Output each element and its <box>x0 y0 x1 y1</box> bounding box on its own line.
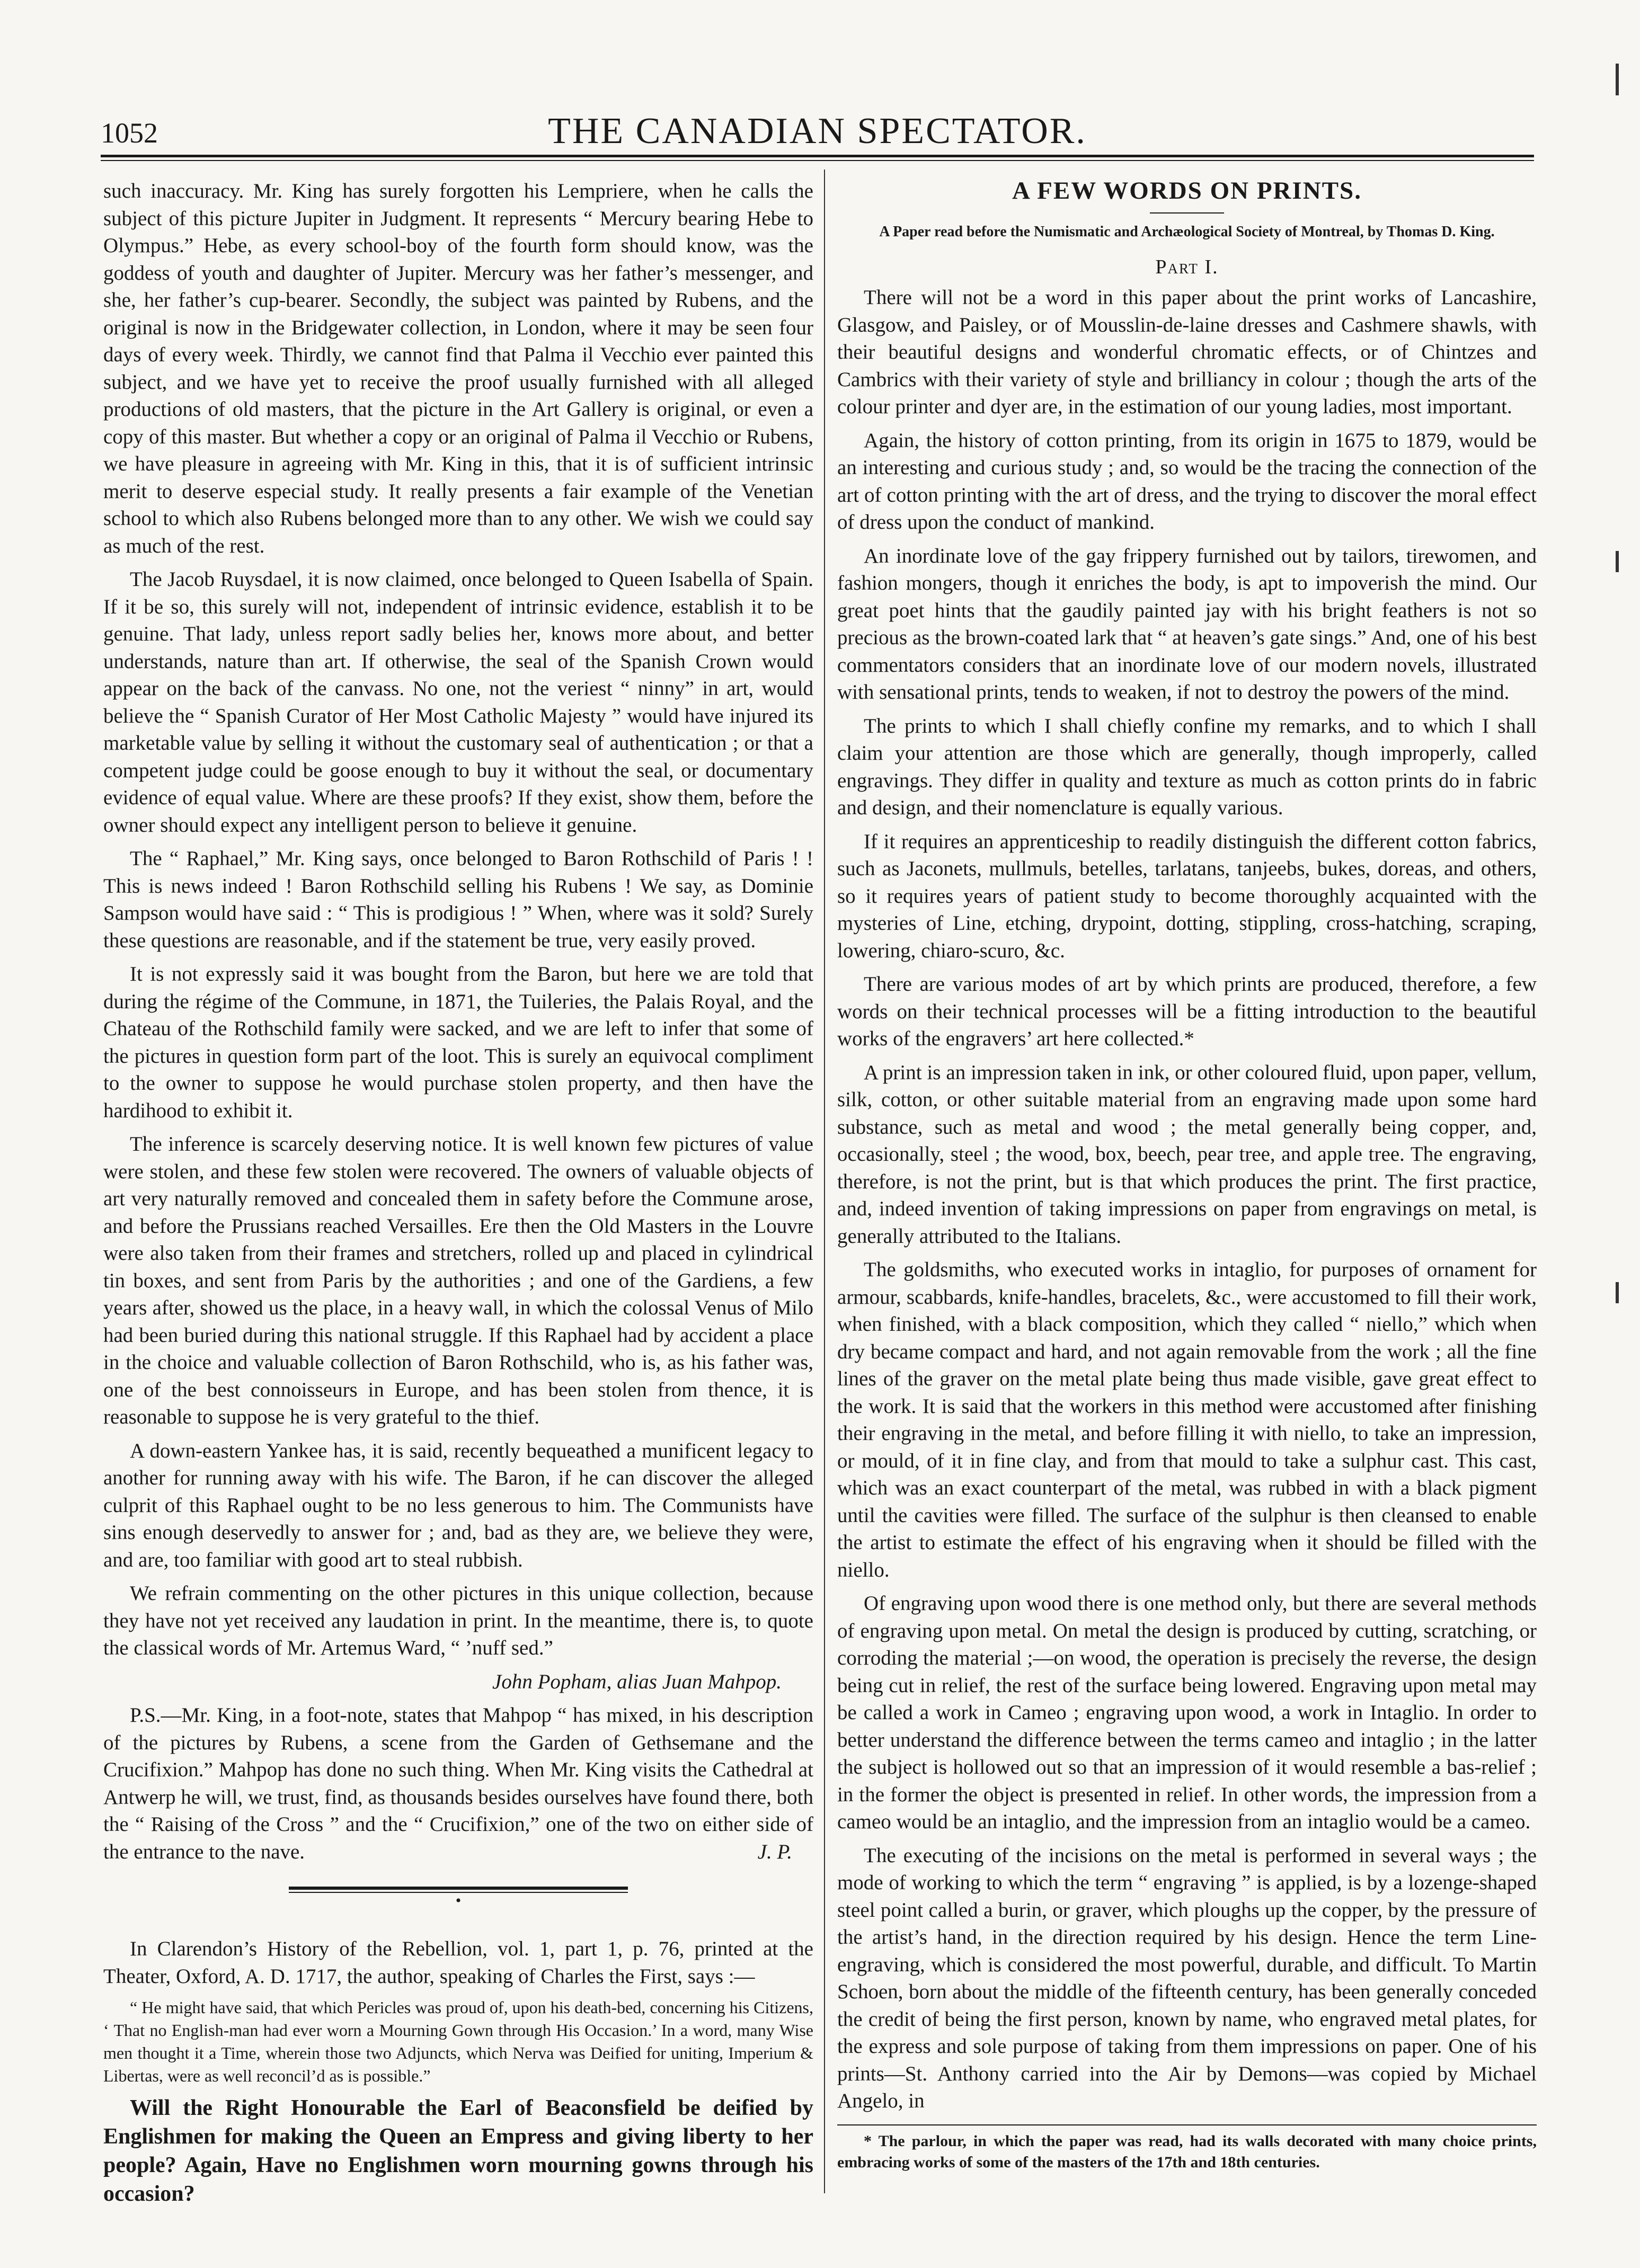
paragraph: such inaccuracy. Mr. King has surely forgotten his Lempriere, when he calls the subject of this picture Jupiter in Judgment. It represents “ Mercury bearing Hebe to Olympus.” Hebe, as every school-boy of the fourth form should know, was the goddess of youth and daughter of Jupiter. Mercury was her father’s messenger, and she, her father’s cup-bearer. Secondly, the subject was painted by Rubens, and the original is now in the Bridgewater collection, in London, where it may be seen four days of every week. Thirdly, we cannot find that Palma il Vecchio ever painted this subject, and we have yet to receive the proof usually furnished with all alleged productions of old masters, that the picture in the Art Gallery is original, or even a copy of this master. But whether a copy or an original of Palma il Vecchio or Rubens, we have pleasure in agreeing with Mr. King in this, that it is of sufficient intrinsic merit to deserve especial study. It really presents a fair example of the Venetian school to which also Rubens belonged more than to any other. We wish we could say as much of the rest. <box>103 180 813 557</box>
title-rule <box>1150 212 1224 214</box>
closing-paragraph: Will the Right Honourable the Earl of Beaconsfield be deified by Englishmen for making the Queen an Empress and giving liberty to her people? Again, Have no Englishmen worn mourning gowns through his occasion? <box>103 2096 813 2206</box>
scan-edge-mark <box>1616 1282 1619 1303</box>
paragraph: The “ Raphael,” Mr. King says, once belonged to Baron Rothschild of Paris ! ! This is news indeed ! Baron Rothschild selling his Rubens ! We say, as Dominie Sampson would have said : “ This is prodigious ! ” When, where was it sold? Surely these questions are reasonable, and if the statement be true, very easily proved. <box>103 847 813 952</box>
masthead: THE CANADIAN SPECTATOR. <box>548 111 1087 152</box>
scan-edge-mark <box>1616 64 1619 95</box>
paragraph: Of engraving upon wood there is one method only, but there are several methods of engraving upon metal. On metal the design is produced by cutting, scratching, or corroding the material ;—on wood, the operation is precisely the reverse, the design being cut in relief, the rest of the surface being lowered. Engraving upon metal may be called a work in Cameo ; engraving upon wood, a work in Intaglio. In order to better understand the difference between the terms cameo and intaglio ; in the latter the subject is hollowed out so that an impression of it would resemble a bas-relief ; in the former the object is presented in relief. In other words, the impression from a cameo would be an intaglio, and the impression from an intaglio would be a cameo. <box>837 1592 1537 1833</box>
section-divider-thick <box>289 1887 628 1890</box>
postscript-text: P.S.—Mr. King, in a foot-note, states that Mahpop “ has mixed, in his description of the pictures by Rubens, a scene from the Garden of Gethsemane and the Crucifixion.” Mahpop has done no such thing. When Mr. King visits the Cathedral at Antwerp he will, we trust, find, as thousands besides ourselves have found there, both the “ Raising of the Cross ” and the “ Crucifixion,” one of the two on either side of the entrance to the nave. <box>103 1704 813 1863</box>
paragraph: The goldsmiths, who executed works in intaglio, for purposes of ornament for armour, scabbards, knife-handles, bracelets, &c., were accustomed to fill their work, when finished, with a black composition, which they called “ niello,” which when dry became compact and hard, and not again removable from the work ; all the fine lines of the graver on the metal plate being thus made visible, gave great effect to the work. It is said that the workers in this method were accustomed after finishing their engraving in the metal, and before filling it with niello, to take an impression, or mould, of it in fine clay, and from that mould to take a sulphur cast. This cast, which was an exact counterpart of the metal, was rubbed in with a black pigment until the cavities were filled. The surface of the sulphur is then cleansed to enable the artist to estimate the effect of his engraving when it should be filled with the niello. <box>837 1258 1537 1581</box>
paragraph: A down-eastern Yankee has, it is said, recently bequeathed a munificent legacy to another for running away with his wife. The Baron, if he can discover the alleged culprit of this Raphael ought to be no less generous to him. The Communists have sins enough deservedly to answer for ; and, bad as they are, we believe they were, and are, too familiar with good art to steal rubbish. <box>103 1439 813 1571</box>
footnote-rule <box>837 2124 1537 2125</box>
right-column <box>837 177 1537 2180</box>
header-rule-thick <box>101 155 1534 157</box>
article-title: A FEW WORDS ON PRINTS. <box>1012 177 1362 204</box>
paragraph: An inordinate love of the gay frippery furnished out by tailors, tirewomen, and fashion mongers, though it enriches the body, is apt to impoverish the mind. Our great poet hints that the gaudily painted jay with his bright feathers is not so precious as the brown-coated lark that “ at heaven’s gate sings.” And, one of his best commentators considers that an inordinate love of our modern novels, illustrated with sensational prints, tends to weaken, if not to destroy the powers of the mind. <box>837 544 1537 704</box>
postscript <box>103 1702 813 1865</box>
paragraph: The inference is scarcely deserving notice. It is well known few pictures of value were stolen, and these few stolen were recovered. The owners of valuable objects of art very naturally removed and concealed them in safety before the Commune arose, and before the Prussians reached Versailles. Ere then the Old Masters in the Louvre were also taken from their frames and stretchers, rolled up and placed in cylindrical tin boxes, and sent from Paris by the authorities ; and one of the Gardiens, a few years after, showed us the place, in a heavy wall, in which the colossal Venus of Milo had been buried during this national struggle. If this Raphael had by accident a place in the choice and valuable collection of Baron Rothschild, who is, as his father was, one of the best connoisseurs in Europe, and has been stolen from thence, it is reasonable to suppose he is very grateful to the thief. <box>103 1133 813 1428</box>
scan-edge-mark <box>1616 551 1619 572</box>
postscript-signature: J. P. <box>757 1840 792 1863</box>
part-heading: Part I. <box>1155 255 1219 278</box>
paragraph: If it requires an apprenticeship to readily distinguish the different cotton fabrics, such as Jaconets, mullmuls, betelles, tarlatans, tanjeebs, bukes, doreas, and others, so it requires years of patient study to become thoroughly acquainted with the mysteries of Line, etching, drypoint, dotting, stippling, cross-hatching, scraping, lowering, chiaro-scuro, &c. <box>837 830 1537 962</box>
paragraph: The prints to which I shall chiefly confine my remarks, and to which I shall claim your attention are those which are generally, though improperly, called engravings. They differ in quality and texture as much as cotton prints do in fabric and design, and their nomenclature is equally various. <box>837 714 1537 819</box>
paragraph: It is not expressly said it was bought from the Baron, but here we are told that during the régime of the Commune, in 1871, the Tuileries, the Palais Royal, and the Chateau of the Rothschild family were sacked, and we are left to infer that some of the pictures in question form part of the loot. This is surely an equivocal compliment to the owner to suppose he would purchase stolen property, and then have the hardihood to exhibit it. <box>103 963 813 1122</box>
page-header <box>101 110 1534 158</box>
page-number: 1052 <box>101 117 158 149</box>
left-column <box>103 177 813 2214</box>
paragraph: There will not be a word in this paper about the print works of Lancashire, Glasgow, and Paisley, or of Mousslin-de-laine dresses and Cashmere shawls, with their beautiful designs and wonderful chromatic effects, or of Chintzes and Cambrics with their variety of style and brilliancy in colour ; though the arts of the colour printer and dyer are, in the estimation of our young ladies, most important. <box>837 286 1537 418</box>
clarendon-paragraph: In Clarendon’s History of the Rebellion, vol. 1, part 1, p. 76, printed at the Theater, Oxford, A. D. 1717, the author, speaking of Charles the First, says :— <box>103 1937 813 1988</box>
paragraph: The executing of the incisions on the metal is performed in several ways ; the mode of working to which the term “ engraving ” is applied, is by a lozenge-shaped steel point called a burin, or graver, which ploughs up the copper, by the pressure of the artist’s hand, in the direction required by his design. Hence the term Line-engraving, which is considered the most powerful, durable, and difficult. To Martin Schoen, born about the middle of the fifteenth century, has been generally conceded the credit of being the first person, known by name, who engraved metal plates, for the express and sole purpose of taking from them impressions on paper. One of his prints—St. Anthony carried into the Air by Demons—was copied by Michael Angelo, in <box>837 1844 1537 2112</box>
paragraph: Again, the history of cotton printing, from its origin in 1675 to 1879, would be an interesting and curious study ; and, so would be the tracing the connection of the art of cotton printing with the art of dress, and the trying to discover the moral effect of dress upon the conduct of mankind. <box>837 429 1537 533</box>
paragraph: There are various modes of art by which prints are produced, therefore, a few words on their technical processes will be a fitting introduction to the beautiful works of the engravers’ art here collected.* <box>837 973 1537 1050</box>
header-rule-thin <box>101 160 1534 161</box>
paragraph: We refrain commenting on the other pictures in this unique collection, because they have not yet received any laudation in print. In the meantime, there is, to quote the classical words of Mr. Artemus Ward, “ ’nuff sed.” <box>103 1582 813 1659</box>
footnote: * The parlour, in which the paper was read, had its walls decorated with many choice prints, embracing works of some of the masters of the 17th and 18th centuries. <box>837 2132 1537 2171</box>
section-divider-dot: • <box>455 1892 462 1909</box>
paragraph: A print is an impression taken in ink, or other coloured fluid, upon paper, vellum, silk, cotton, or other suitable material from an engraving made upon some hard substance, such as metal and wood ; the metal generally being copper, and, occasionally, steel ; the wood, box, beech, pear tree, and apple tree. The engraving, therefore, is not the print, but is that which produces the print. The first practice, and, indeed invention of taking impressions on paper from engravings on metal, is generally attributed to the Italians. <box>837 1061 1537 1248</box>
column-divider <box>824 170 825 2193</box>
author-signature: John Popham, alias Juan Mahpop. <box>492 1670 782 1693</box>
block-quote: “ He might have said, that which Pericles was proud of, upon his death-bed, concerning his Citizens, ‘ That no English-man had ever worn a Mourning Gown through His Occasion.’ In a word, many Wise men thought it a Time, wherein those two Adjuncts, which Nerva was Deified for uniting, Imperium & Libertas, were as well reconcil’d as is possible.” <box>103 1998 813 2085</box>
article-subtitle: A Paper read before the Numismatic and Archæological Society of Montreal, by Thomas D. King. <box>879 223 1495 240</box>
paragraph: The Jacob Ruysdael, it is now claimed, once belonged to Queen Isabella of Spain. If it be so, this surely will not, independent of intrinsic evidence, establish it to be genuine. That lady, unless report sadly belies her, knows more about, and better understands, nature than art. If otherwise, the seal of the Spanish Crown would appear on the back of the canvass. No one, not the veriest “ ninny” in art, would believe the “ Spanish Curator of Her Most Catholic Majesty ” would have injured its marketable value by selling it without the customary seal of authentication ; or that a competent judge could be goose enough to buy it without the seal, or documentary evidence of equal value. Where are these proofs? If they exist, show them, before the owner should expect any intelligent person to believe it genuine. <box>103 568 813 837</box>
